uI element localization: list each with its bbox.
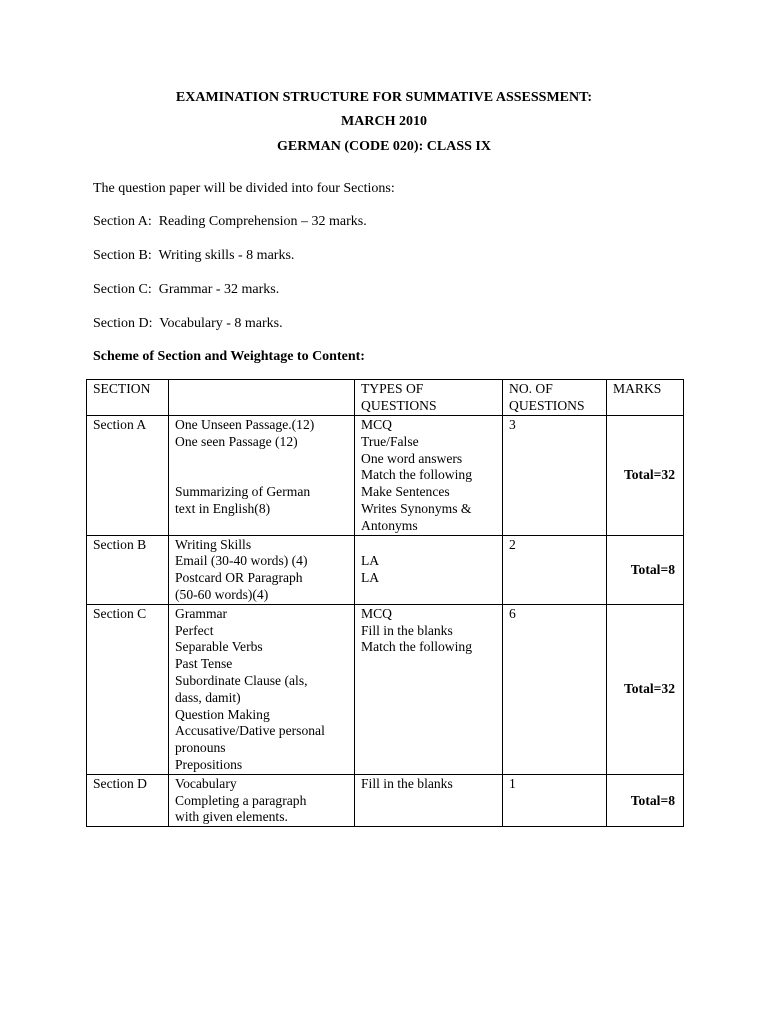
section-b-summary: Section B: Writing skills - 8 marks. xyxy=(93,248,295,263)
header-marks: MARKS xyxy=(607,380,684,416)
heading-line-2: MARCH 2010 xyxy=(341,114,427,129)
intro-text: The question paper will be divided into four Sections: xyxy=(93,181,395,196)
row-a-marks: Total=32 xyxy=(607,416,684,536)
row-a-count: 3 xyxy=(503,416,607,536)
row-a-section: Section A xyxy=(87,416,169,536)
section-d-summary: Section D: Vocabulary - 8 marks. xyxy=(93,316,283,331)
row-b-types: LA LA xyxy=(355,535,503,604)
row-a-types: MCQ True/False One word answers Match the following Make Sentences Writes Synonyms & Antonyms xyxy=(355,416,503,536)
section-a-summary: Section A: Reading Comprehension – 32 marks. xyxy=(93,214,367,229)
header-section: SECTION xyxy=(87,380,169,416)
row-d-types: Fill in the blanks xyxy=(355,774,503,826)
row-b-content: Writing Skills Email (30-40 words) (4) Postcard OR Paragraph (50-60 words)(4) xyxy=(169,535,355,604)
row-c-section: Section C xyxy=(87,604,169,774)
header-types: TYPES OF QUESTIONS xyxy=(355,380,503,416)
row-d-count: 1 xyxy=(503,774,607,826)
table-header-row xyxy=(87,380,684,416)
row-d-section: Section D xyxy=(87,774,169,826)
table-row xyxy=(87,774,684,826)
heading-line-1: EXAMINATION STRUCTURE FOR SUMMATIVE ASSESSMENT: xyxy=(175,90,593,105)
row-a-content: One Unseen Passage.(12) One seen Passage (12) Summarizing of German text in English(8) xyxy=(169,416,355,536)
scheme-table xyxy=(86,379,684,827)
table-row xyxy=(87,604,684,774)
table-row xyxy=(87,416,684,536)
section-c-summary: Section C: Grammar - 32 marks. xyxy=(93,282,280,297)
scheme-title: Scheme of Section and Weightage to Content: xyxy=(93,349,365,364)
row-d-content: Vocabulary Completing a paragraph with given elements. xyxy=(169,774,355,826)
row-c-types: MCQ Fill in the blanks Match the following xyxy=(355,604,503,774)
heading-line-3: GERMAN (CODE 020): CLASS IX xyxy=(277,139,491,154)
row-b-marks: Total=8 xyxy=(607,535,684,604)
header-count: NO. OF QUESTIONS xyxy=(503,380,607,416)
row-b-count: 2 xyxy=(503,535,607,604)
row-d-marks: Total=8 xyxy=(607,774,684,826)
table-row xyxy=(87,535,684,604)
row-b-section: Section B xyxy=(87,535,169,604)
row-c-count: 6 xyxy=(503,604,607,774)
header-content xyxy=(169,380,355,416)
row-c-content: Grammar Perfect Separable Verbs Past Tense Subordinate Clause (als, dass, damit) Question Making Accusative/Dative personal pronouns Prepositions xyxy=(169,604,355,774)
row-c-marks: Total=32 xyxy=(607,604,684,774)
